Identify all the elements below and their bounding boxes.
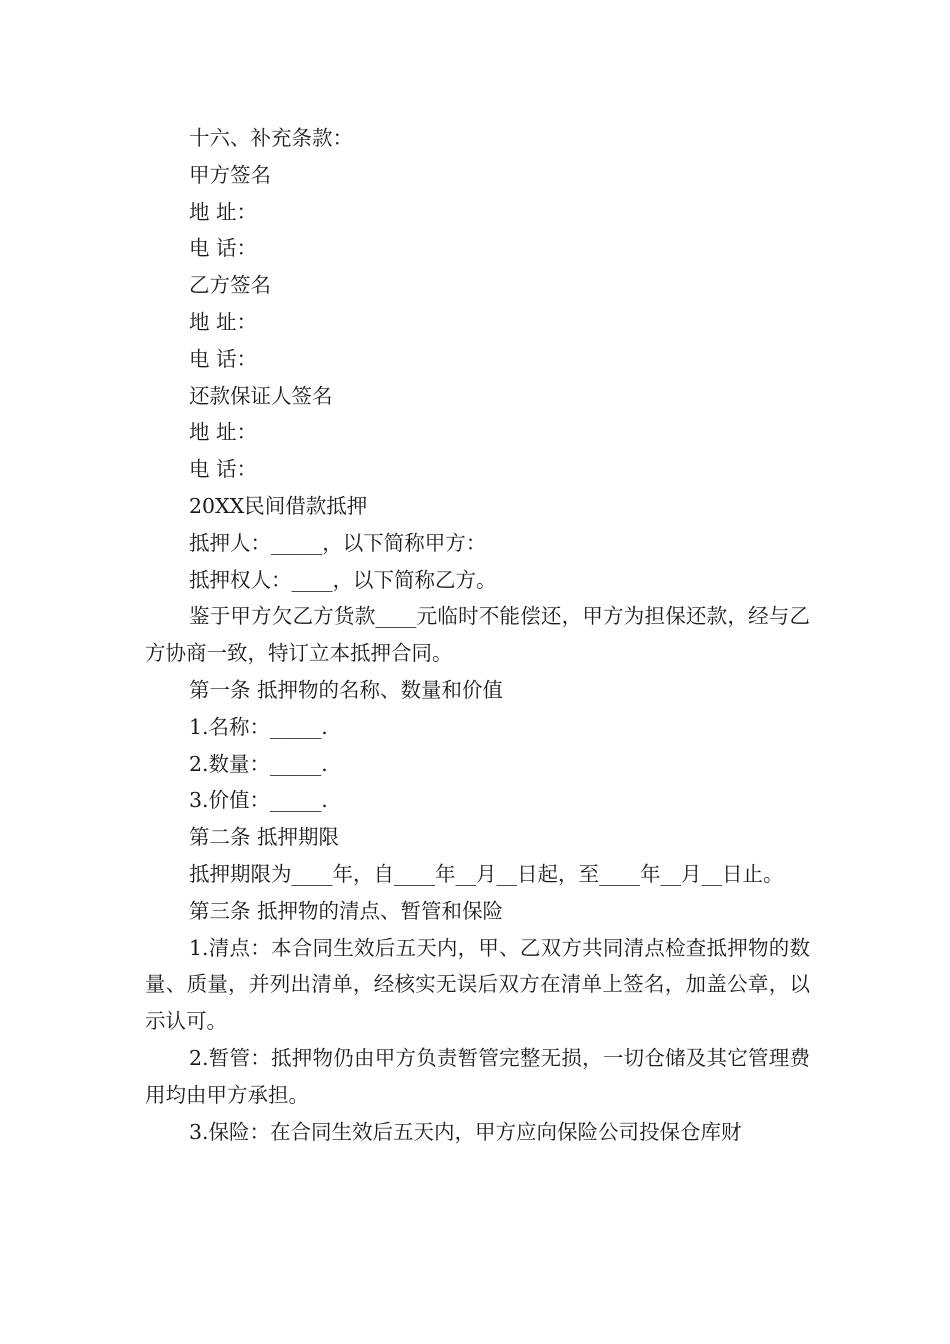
mortgagor-line: 抵押人：_____，以下简称甲方： bbox=[189, 530, 487, 555]
article-1-item-name: 1.名称：_____. bbox=[189, 714, 328, 739]
party-b-phone-label: 电 话： bbox=[189, 346, 258, 371]
intro-paragraph: 鉴于甲方欠乙方货款____元临时不能偿还，甲方为担保还款，经与乙方协商一致，特订立本抵押合同。 bbox=[145, 604, 810, 666]
party-a-phone-label: 电 话： bbox=[189, 236, 258, 261]
document-body bbox=[145, 120, 810, 1150]
supplementary-terms-heading: 十六、补充条款： bbox=[189, 126, 353, 150]
party-b-signature-label: 乙方签名 bbox=[189, 273, 271, 298]
guarantor-signature-label: 还款保证人签名 bbox=[189, 383, 333, 408]
mortgagee-line: 抵押权人：____，以下简称乙方。 bbox=[189, 567, 497, 592]
guarantor-address-label: 地 址： bbox=[189, 420, 258, 445]
article-1-title: 第一条 抵押物的名称、数量和价值 bbox=[189, 677, 504, 702]
article-2-title: 第二条 抵押期限 bbox=[189, 825, 340, 850]
article-3-item-insurance: 3.保险：在合同生效后五天内，甲方应向保险公司投保仓库财 bbox=[189, 1119, 742, 1144]
guarantor-phone-label: 电 话： bbox=[189, 457, 258, 482]
article-2-paragraph: 抵押期限为____年，自____年__月__日起，至____年__月__日止。 bbox=[189, 861, 784, 886]
article-1-item-quantity: 2.数量：_____. bbox=[189, 751, 328, 776]
party-a-address-label: 地 址： bbox=[189, 199, 258, 224]
article-3-item-inventory: 1.清点：本合同生效后五天内，甲、乙双方共同清点检查抵押物的数量、质量，并列出清单，经核实无误后双方在清单上签名，加盖公章，以示认可。 bbox=[145, 935, 810, 1034]
article-3-item-custody: 2.暂管：抵押物仍由甲方负责暂管完整无损，一切仓储及其它管理费用均由甲方承担。 bbox=[145, 1045, 810, 1107]
party-a-signature-label: 甲方签名 bbox=[189, 162, 271, 187]
contract-title: 20XX民间借款抵押 bbox=[189, 493, 368, 518]
article-3-title: 第三条 抵押物的清点、暂管和保险 bbox=[189, 898, 504, 923]
article-1-item-value: 3.价值：_____. bbox=[189, 788, 328, 813]
party-b-address-label: 地 址： bbox=[189, 309, 258, 334]
